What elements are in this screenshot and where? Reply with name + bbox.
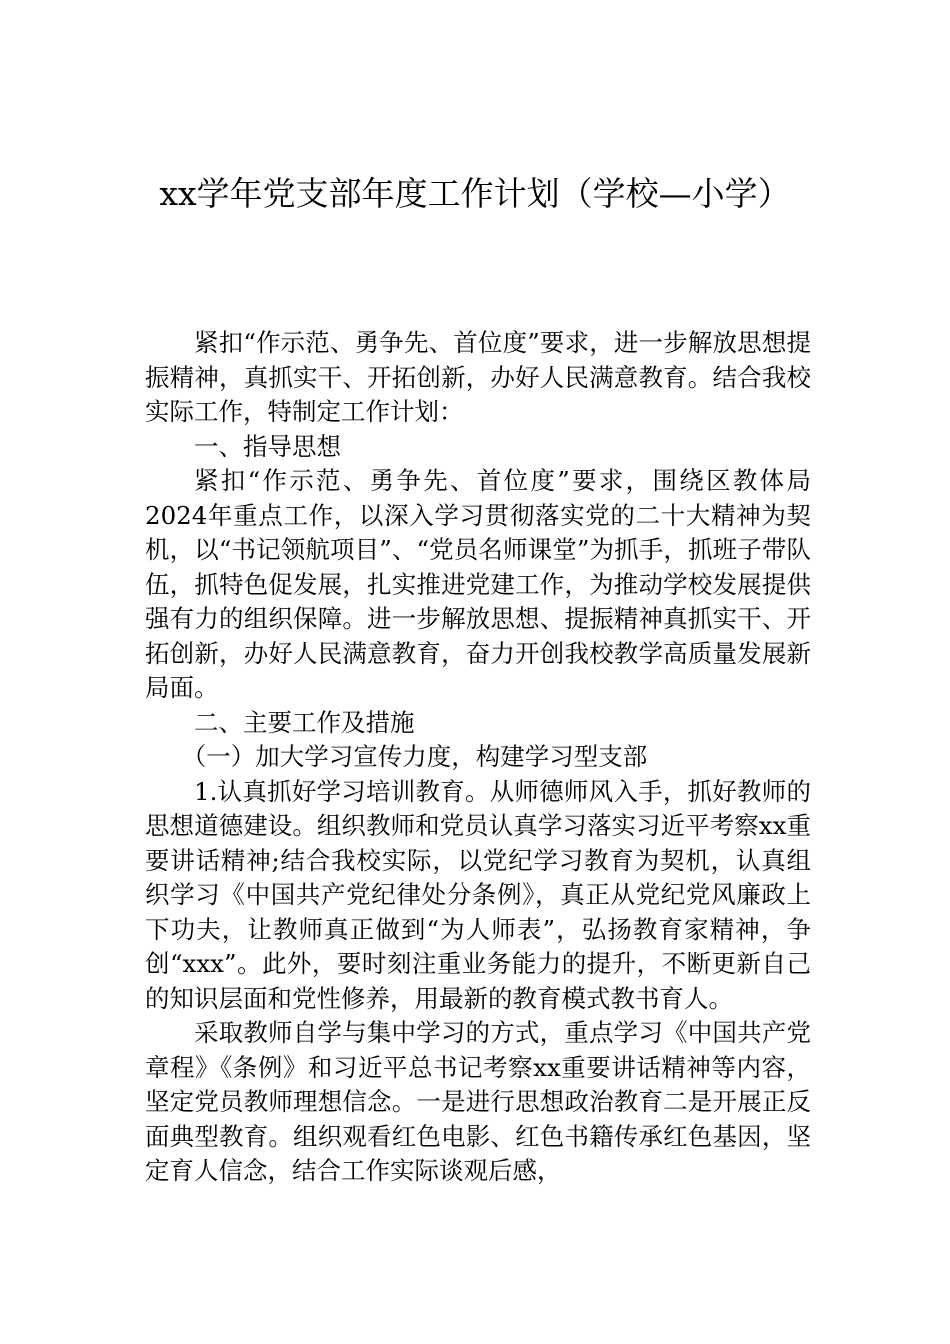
section-heading-guiding-thought: 一、指导思想 — [194, 431, 341, 461]
study-method-paragraph: 采取教师自学与集中学习的方式，重点学习《中国共产党章程》《条例》和习近平总书记考察xx重要讲话精神等内容，坚定党员教师理想信念。一是进行思想政治教育二是开展正反面典型教育。组织观看红色电影、红色书籍传承红色基因，坚定育人信念，结合工作实际谈观后感， — [145, 1018, 811, 1185]
study-training-paragraph: 1.认真抓好学习培训教育。从师德师风入手，抓好教师的思想道德建设。组织教师和党员认真学习落实习近平考察xx重要讲话精神;结合我校实际，以党纪学习教育为契机，认真组织学习《中国共产党纪律处分条例》，真正从党纪党风廉政上下功夫，让教师真正做到“为人师表”，弘扬教育家精神，争创“xxx”。此外，要时刻注重业务能力的提升，不断更新自己的知识层面和党性修养，用最新的教育模式教书育人。 — [145, 776, 811, 1013]
document-title: xx学年党支部年度工作计划（学校—小学） — [159, 174, 791, 213]
document-body — [145, 326, 811, 1189]
section-heading-main-work: 二、主要工作及措施 — [194, 707, 415, 737]
intro-paragraph: 紧扣“作示范、勇争先、首位度”要求，进一步解放思想提振精神，真抓实干、开拓创新，办好人民满意教育。结合我校实际工作，特制定工作计划： — [145, 328, 811, 426]
guiding-thought-paragraph: 紧扣“作示范、勇争先、首位度”要求，围绕区教体局2024年重点工作，以深入学习贯彻落实党的二十大精神为契机，以“书记领航项目”、“党员名师课堂”为抓手，抓班子带队伍，抓特色促发展，扎实推进党建工作，为推动学校发展提供强有力的组织保障。进一步解放思想、提振精神真抓实干、开拓创新，办好人民满意教育，奋力开创我校教学高质量发展新局面。 — [145, 466, 811, 702]
subsection-heading-study: （一）加大学习宣传力度，构建学习型支部 — [181, 742, 648, 771]
